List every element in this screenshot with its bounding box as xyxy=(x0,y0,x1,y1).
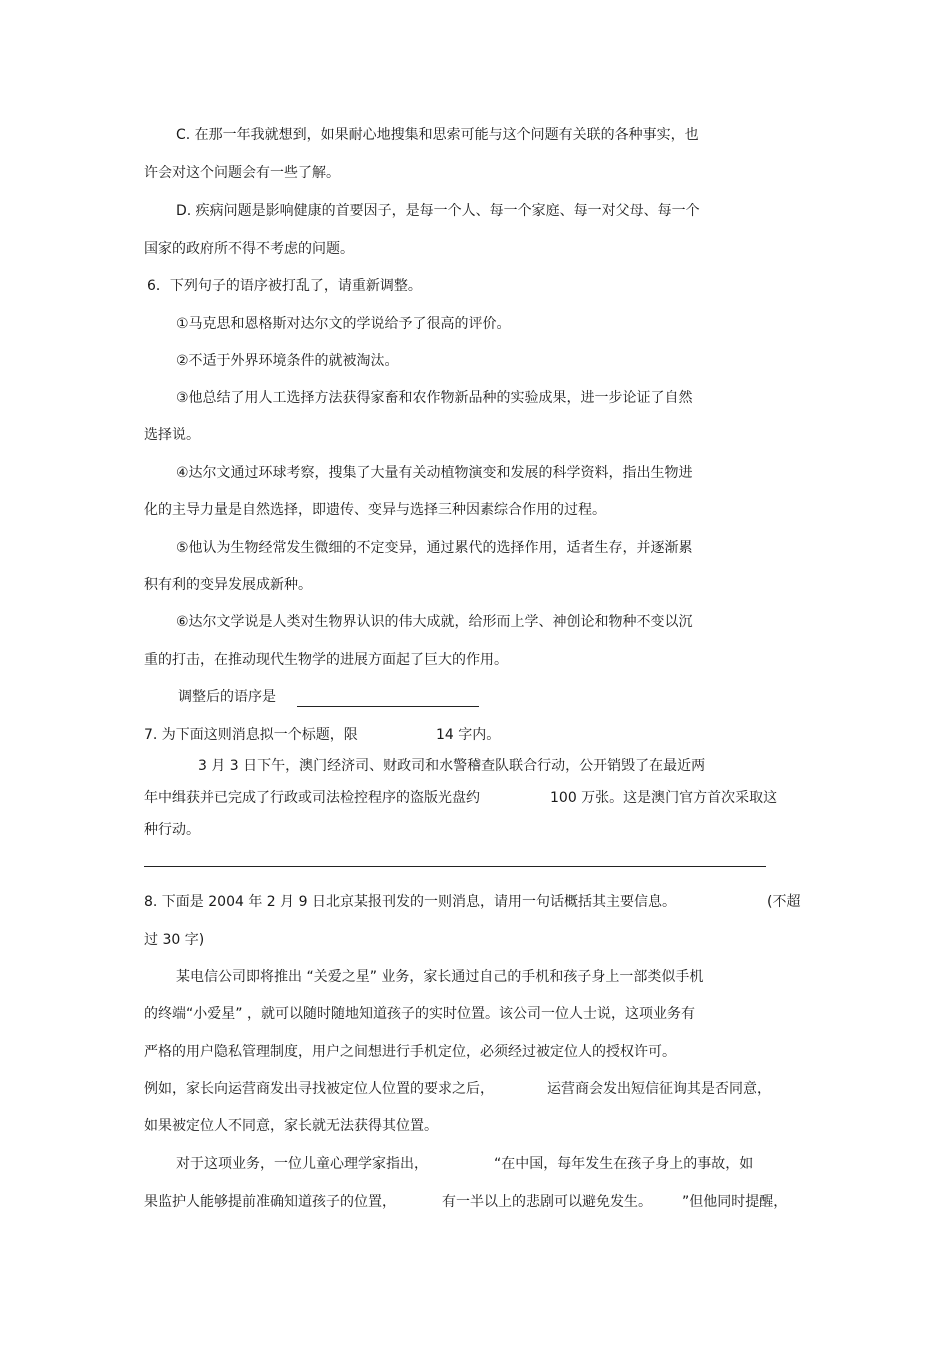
news-7-line-3: 种行动。 xyxy=(144,822,200,838)
news-8-line-2: 的终端“小爱星” ，就可以随时随地知道孩子的实时位置。该公司一位人士说，这项业务有 xyxy=(144,1006,695,1022)
news-8-line-7a: 果监护人能够提前准确知道孩子的位置， xyxy=(144,1194,396,1210)
question-8-stem: 8. 下面是 2004 年 2 月 9 日北京某报刊发的一则消息，请用一句话概括其主要信息。 xyxy=(144,894,676,910)
sentence-6-line-1: ⑥达尔文学说是人类对生物界认识的伟大成就，给形而上学、神创论和物种不变以沉 xyxy=(176,614,693,630)
sentence-4-line-1: ④达尔文通过环球考察，搜集了大量有关动植物演变和发展的科学资料，指出生物进 xyxy=(176,465,693,481)
news-8-line-5: 如果被定位人不同意，家长就无法获得其位置。 xyxy=(144,1118,438,1134)
news-8-line-6a: 对于这项业务，一位儿童心理学家指出， xyxy=(176,1156,428,1172)
news-8-line-3: 严格的用户隐私管理制度，用户之间想进行手机定位，必须经过被定位人的授权许可。 xyxy=(144,1044,676,1060)
option-c-line-2: 许会对这个问题会有一些了解。 xyxy=(144,165,340,181)
sentence-3-line-2: 选择说。 xyxy=(144,427,200,443)
option-c-line-1: C. 在那一年我就想到，如果耐心地搜集和思索可能与这个问题有关联的各种事实，也 xyxy=(176,127,699,143)
sentence-3-line-1: ③他总结了用人工选择方法获得家畜和农作物新品种的实验成果，进一步论证了自然 xyxy=(176,390,693,406)
question-7-stem: 7. 为下面这则消息拟一个标题，限 xyxy=(144,727,358,743)
question-8-limit-b: 过 30 字) xyxy=(144,932,205,948)
sentence-2: ②不适于外界环境条件的就被淘汰。 xyxy=(176,353,399,369)
answer-label: 调整后的语序是 xyxy=(178,689,276,705)
option-d-line-2: 国家的政府所不得不考虑的问题。 xyxy=(144,241,354,257)
news-7-line-1: 3 月 3 日下午，澳门经济司、财政司和水警稽查队联合行动，公开销毁了在最近两 xyxy=(198,758,706,774)
question-8-limit-a: (不超 xyxy=(767,894,801,910)
sentence-1: ①马克思和恩格斯对达尔文的学说给予了很高的评价。 xyxy=(176,316,511,332)
question-6-stem: 6．下列句子的语序被打乱了，请重新调整。 xyxy=(147,278,422,294)
sentence-5-line-1: ⑤他认为生物经常发生微细的不定变异，通过累代的选择作用，适者生存，并逐渐累 xyxy=(176,540,693,556)
news-8-line-1: 某电信公司即将推出 “关爱之星” 业务，家长通过自己的手机和孩子身上一部类似手机 xyxy=(176,969,704,985)
news-8-line-7c: ”但他同时提醒， xyxy=(682,1194,788,1210)
sentence-5-line-2: 积有利的变异发展成新种。 xyxy=(144,577,312,593)
news-7-line-2a: 年中缉获并已完成了行政或司法检控程序的盗版光盘约 xyxy=(144,790,480,806)
sentence-4-line-2: 化的主导力量是自然选择，即遗传、变异与选择三种因素综合作用的过程。 xyxy=(144,502,606,518)
news-8-line-4b: 运营商会发出短信征询其是否同意， xyxy=(547,1081,771,1097)
answer-blank[interactable] xyxy=(297,706,479,707)
question-7-limit: 14 字内。 xyxy=(436,727,501,743)
sentence-6-line-2: 重的打击，在推动现代生物学的进展方面起了巨大的作用。 xyxy=(144,652,508,668)
option-d-line-1: D. 疾病问题是影响健康的首要因子，是每一个人、每一个家庭、每一对父母、每一个 xyxy=(176,203,700,219)
news-8-line-6b: “在中国，每年发生在孩子身上的事故，如 xyxy=(494,1156,754,1172)
news-8-line-7b: 有一半以上的悲剧可以避免发生。 xyxy=(442,1194,652,1210)
title-answer-blank[interactable] xyxy=(144,866,766,867)
news-7-line-2b: 100 万张。这是澳门官方首次采取这 xyxy=(550,790,778,806)
news-8-line-4a: 例如，家长向运营商发出寻找被定位人位置的要求之后， xyxy=(144,1081,494,1097)
